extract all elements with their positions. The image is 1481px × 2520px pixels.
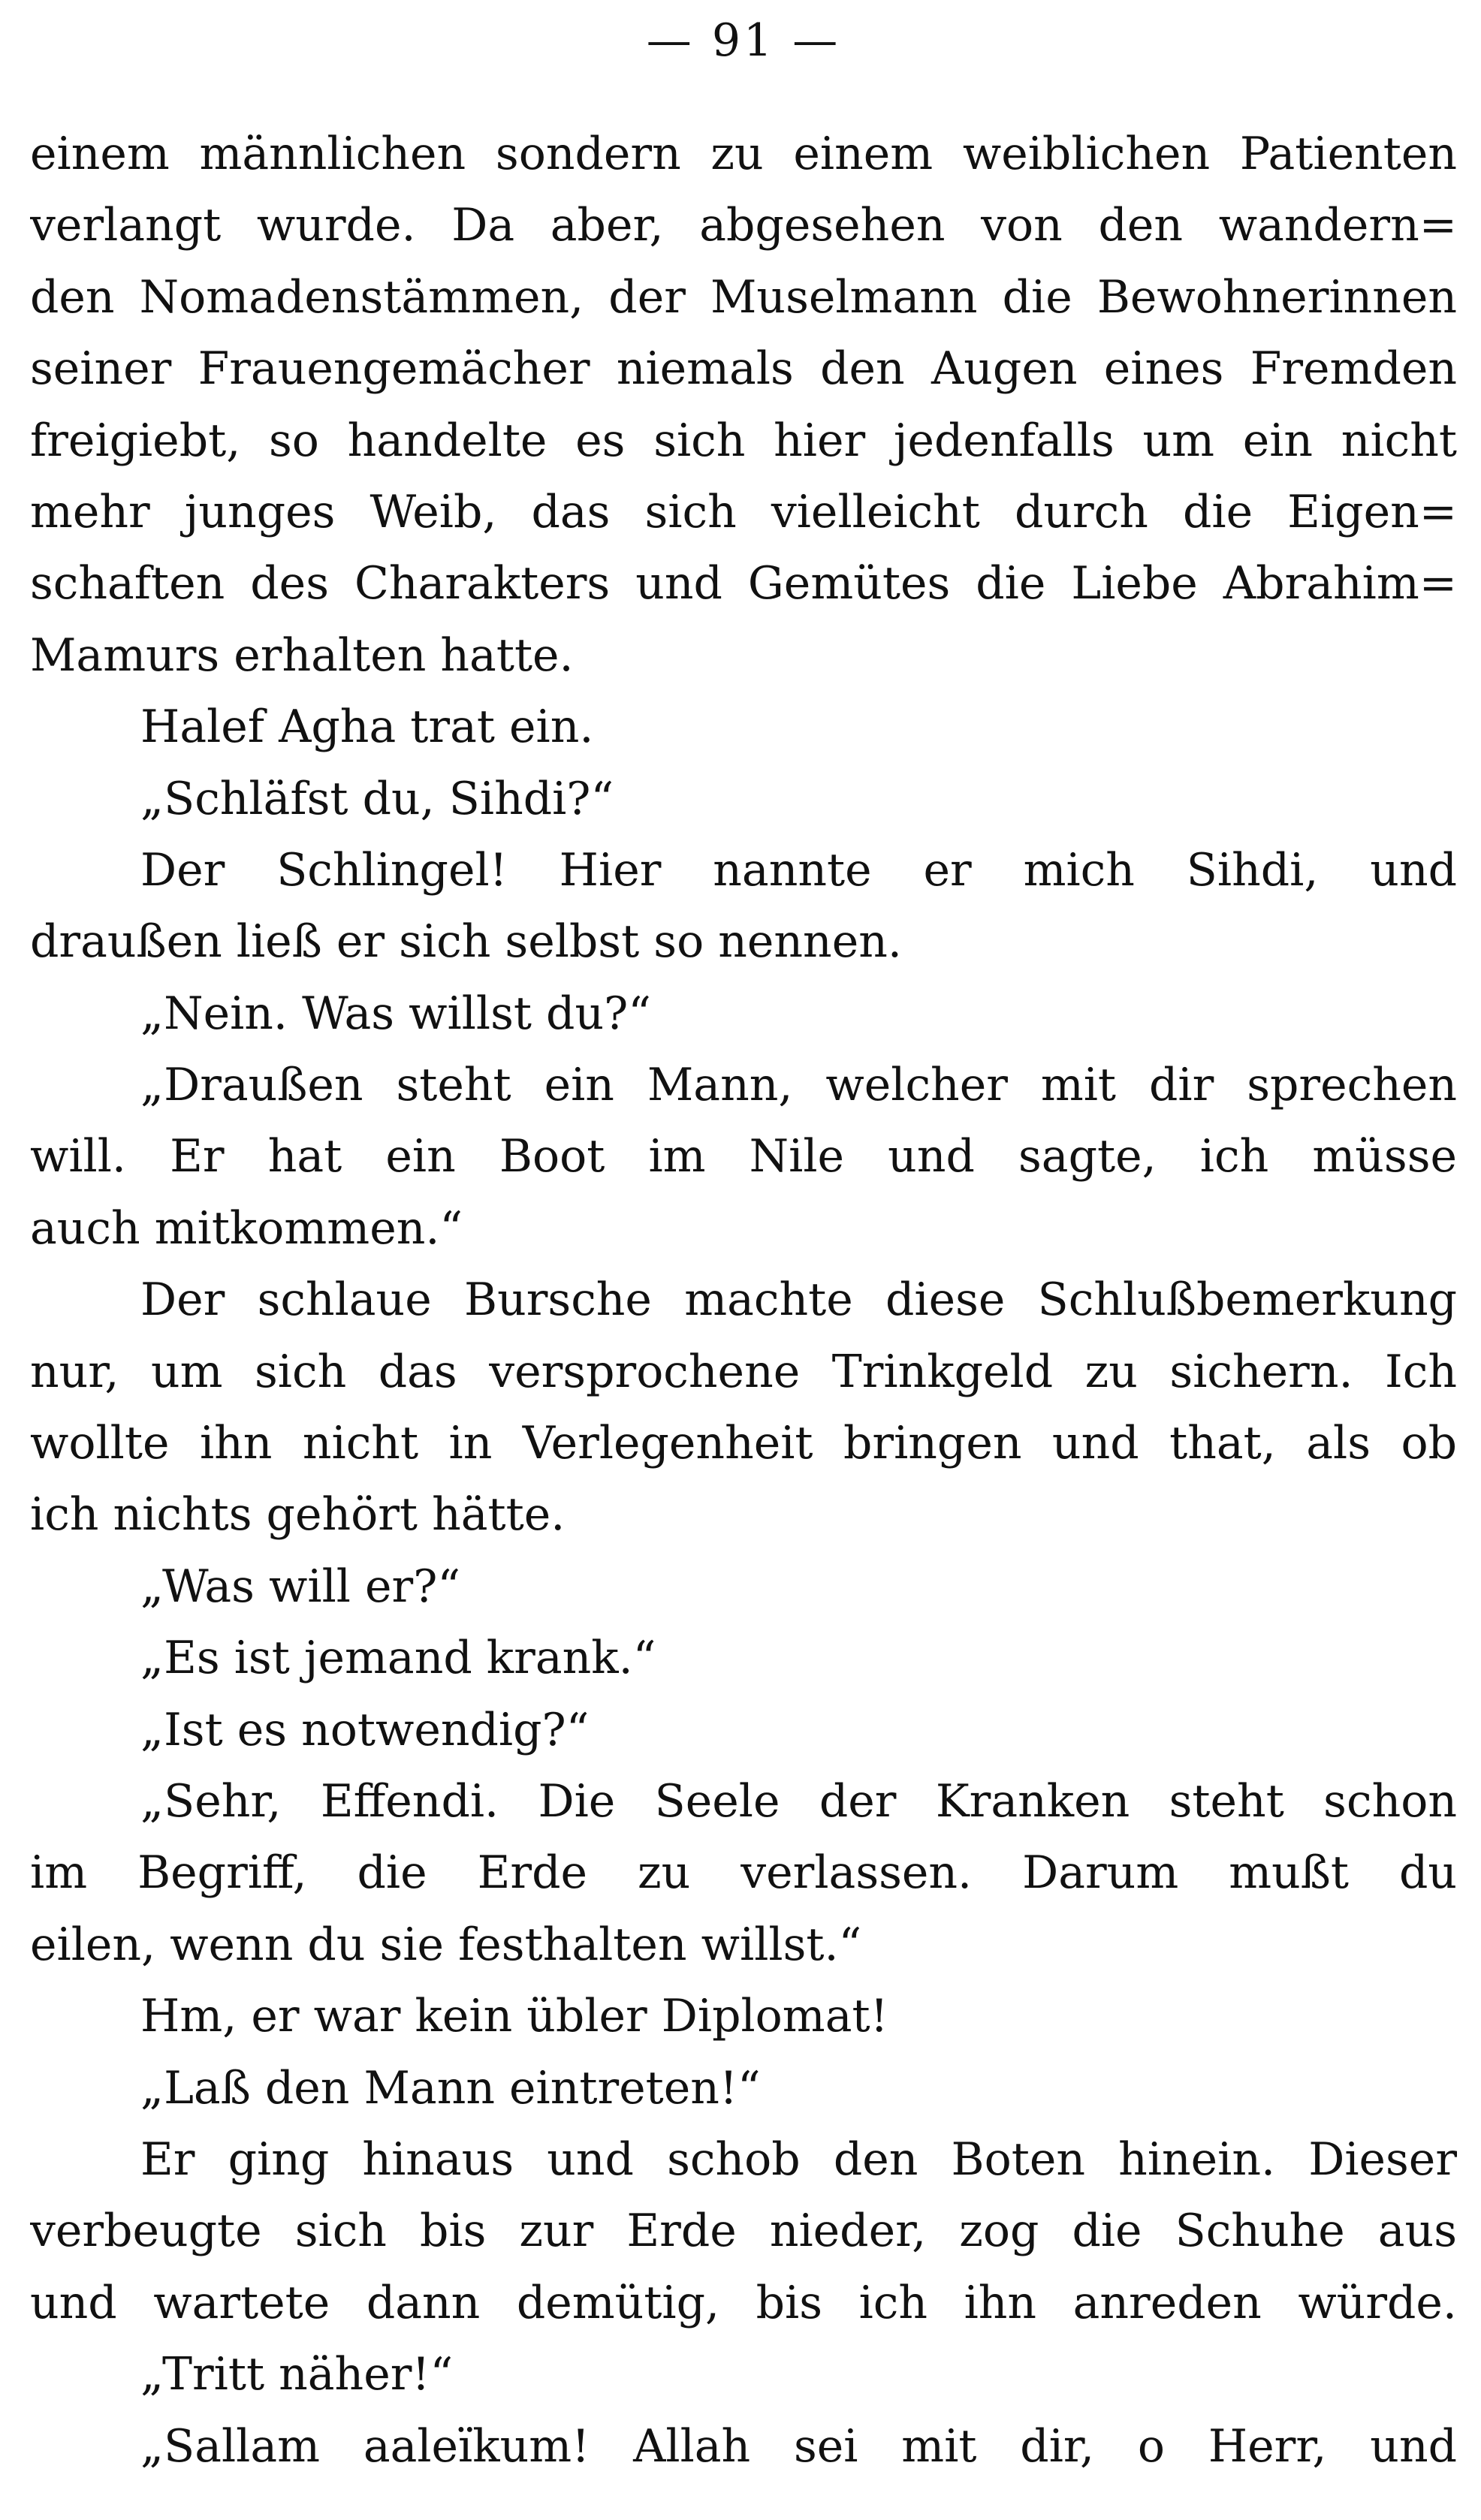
text-line: auch mitkommen.“ <box>30 1201 463 1255</box>
text-line: schaften des Charakters und Gemütes die Liebe Abrahim= <box>30 557 1457 610</box>
text-line: eilen, wenn du sie festhalten willst.“ <box>30 1918 862 1971</box>
text-line: Der schlaue Bursche machte diese Schlußbemerkung <box>140 1274 1457 1327</box>
text-line: im Begriff, die Erde zu verlassen. Darum mußt du <box>30 1846 1457 1900</box>
text-line: „Nein. Was willst du?“ <box>140 987 651 1040</box>
text-line: den Nomadenstämmen, der Muselmann die Bewohnerinnen <box>30 270 1457 324</box>
text-line: „Schläfst du, Sihdi?“ <box>140 772 614 825</box>
text-line: wollte ihn nicht in Verlegenheit bringen und that, als ob <box>30 1417 1457 1470</box>
text-line: verbeugte sich bis zur Erde nieder, zog die Schuhe aus <box>30 2205 1457 2258</box>
text-line: mehr junges Weib, das sich vielleicht durch die Eigen= <box>30 485 1457 538</box>
text-line: will. Er hat ein Boot im Nile und sagte, ich müsse <box>30 1130 1457 1183</box>
text-line: „Was will er?“ <box>140 1560 461 1613</box>
text-line: Mamurs erhalten hatte. <box>30 628 574 682</box>
text-line: Der Schlingel! Hier nannte er mich Sihdi, und <box>140 843 1457 897</box>
book-page <box>30 0 1457 2520</box>
text-line: einem männlichen sondern zu einem weiblichen Patienten <box>30 128 1457 180</box>
text-line: Er ging hinaus und schob den Boten hinein. Dieser <box>140 2133 1457 2186</box>
page-number-header: — 91 — <box>646 14 841 67</box>
text-line: „Laß den Mann eintreten!“ <box>140 2061 761 2115</box>
text-line: ich nichts gehört hätte. <box>30 1488 566 1542</box>
text-line: „Ist es notwendig?“ <box>140 1703 590 1756</box>
text-line: freigiebt, so handelte es sich hier jedenfalls um ein nicht <box>30 414 1457 467</box>
text-line: draußen ließ er sich selbst so nennen. <box>30 915 902 969</box>
text-line: seiner Frauengemächer niemals den Augen eines Fremden <box>30 342 1457 396</box>
text-line: „Es ist jemand krank.“ <box>140 1632 656 1685</box>
text-line: „Draußen steht ein Mann, welcher mit dir sprechen <box>140 1059 1457 1112</box>
text-line: verlangt wurde. Da aber, abgesehen von den wandern= <box>30 199 1457 252</box>
text-line: Halef Agha trat ein. <box>140 701 594 754</box>
text-line: „Sallam aaleïkum! Allah sei mit dir, o Herr, und <box>140 2419 1457 2473</box>
text-line: nur, um sich das versprochene Trinkgeld zu sichern. Ich <box>30 1345 1457 1398</box>
body-text <box>30 119 1457 2482</box>
text-line: Hm, er war kein übler Diplomat! <box>140 1990 888 2043</box>
text-line: „Sehr, Effendi. Die Seele der Kranken steht schon <box>140 1774 1457 1828</box>
text-line: „Tritt näher!“ <box>140 2348 454 2401</box>
text-line: und wartete dann demütig, bis ich ihn anreden würde. <box>30 2276 1457 2329</box>
